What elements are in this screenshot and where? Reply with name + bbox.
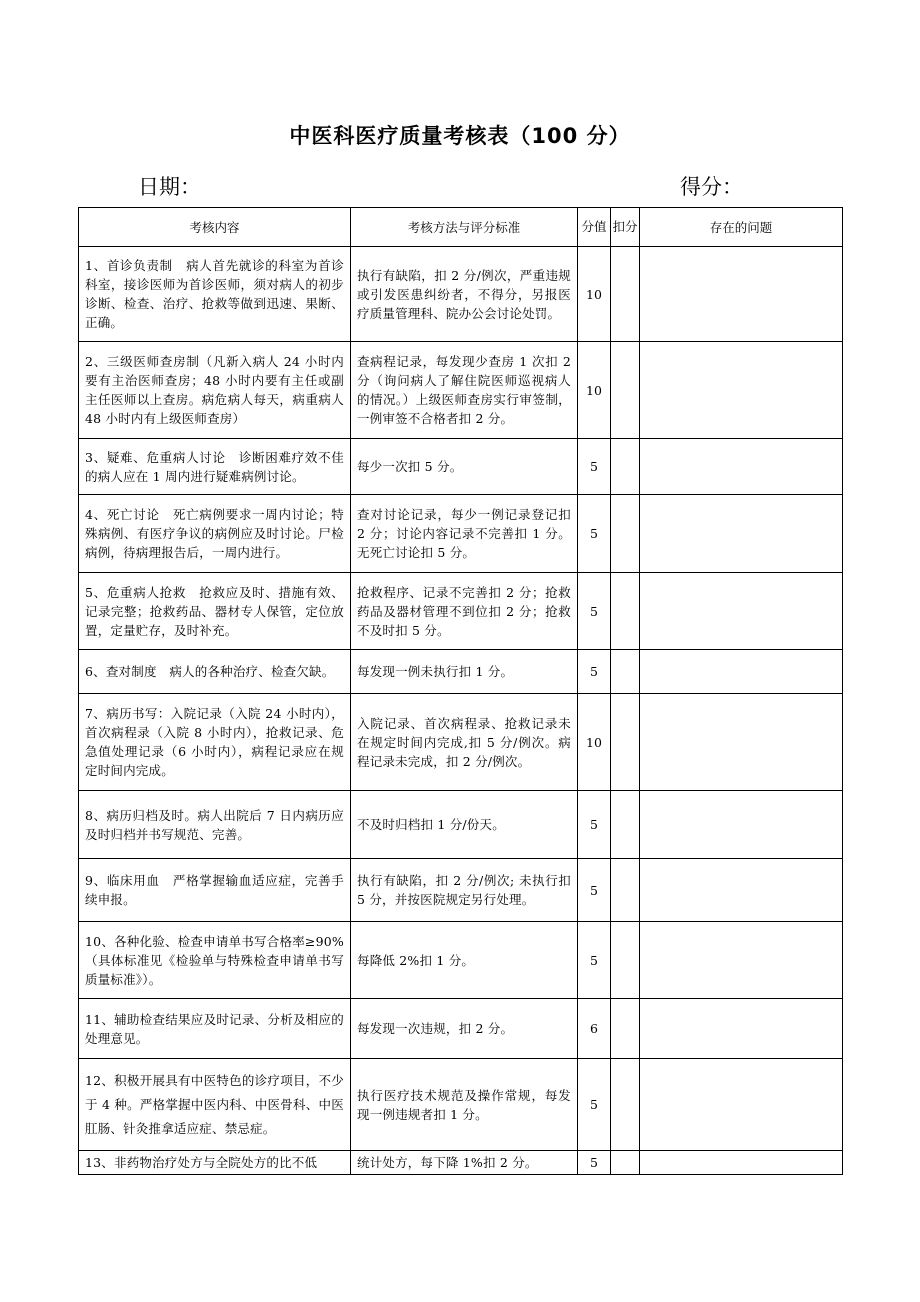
row-deduct-cell[interactable] [611,342,640,439]
row-points: 5 [578,922,611,999]
header-content: 考核内容 [79,208,351,247]
date-label: 日期： [138,175,201,199]
score-label: 得分： [680,175,743,199]
header-deduct: 扣分 [611,208,640,247]
row-method: 执行有缺陷，扣 2 分/例次; 未执行扣 5 分，并按医院规定另行处理。 [351,859,578,922]
table-row [79,791,843,859]
table-row [79,247,843,342]
row-method: 每发现一例未执行扣 1 分。 [351,650,578,694]
row-content: 11、辅助检查结果应及时记录、分析及相应的处理意见。 [79,999,351,1059]
row-issues-cell[interactable] [640,694,843,791]
row-points: 10 [578,694,611,791]
table-row [79,495,843,573]
row-points: 5 [578,650,611,694]
table-header-row [79,208,843,247]
row-points: 5 [578,859,611,922]
evaluation-table [78,207,843,1175]
row-deduct-cell[interactable] [611,999,640,1059]
row-content: 6、查对制度 病人的各种治疗、检查欠缺。 [79,650,351,694]
page-title: 中医科医疗质量考核表（100 分） [289,124,631,148]
row-method: 每降低 2%扣 1 分。 [351,922,578,999]
row-method: 抢救程序、记录不完善扣 2 分；抢救药品及器材管理不到位扣 2 分；抢救不及时扣 5 分。 [351,573,578,650]
row-content: 10、各种化验、检查申请单书写合格率≥90%（具体标准见《检验单与特殊检查申请单书写质量标准》）。 [79,922,351,999]
row-issues-cell[interactable] [640,573,843,650]
row-method: 统计处方，每下降 1%扣 2 分。 [351,1151,578,1175]
row-points: 6 [578,999,611,1059]
row-content: 5、危重病人抢救 抢救应及时、措施有效、记录完整；抢救药品、器材专人保管，定位放置，定量贮存，及时补充。 [79,573,351,650]
header-issues: 存在的问题 [640,208,843,247]
row-content: 2、三级医师查房制（凡新入病人 24 小时内要有主治医师查房；48 小时内要有主任或副主任医师以上查房。病危病人每天，病重病人 48 小时内有上级医师查房） [79,342,351,439]
table-row [79,650,843,694]
row-method: 每发现一次违规，扣 2 分。 [351,999,578,1059]
row-deduct-cell[interactable] [611,859,640,922]
row-deduct-cell[interactable] [611,922,640,999]
row-points: 10 [578,247,611,342]
row-content: 12、积极开展具有中医特色的诊疗项目，不少于 4 种。严格掌握中医内科、中医骨科、中医肛肠、针灸推拿适应症、禁忌症。 [79,1059,351,1151]
row-method: 入院记录、首次病程录、抢救记录未在规定时间内完成,扣 5 分/例次。病程记录未完成，扣 2 分/例次。 [351,694,578,791]
row-deduct-cell[interactable] [611,791,640,859]
row-points: 5 [578,439,611,495]
row-issues-cell[interactable] [640,439,843,495]
row-method: 执行医疗技术规范及操作常规，每发现一例违规者扣 1 分。 [351,1059,578,1151]
row-deduct-cell[interactable] [611,495,640,573]
row-deduct-cell[interactable] [611,247,640,342]
row-points: 5 [578,791,611,859]
table-row [79,999,843,1059]
table-row [79,1151,843,1175]
row-content: 9、临床用血 严格掌握输血适应症，完善手续申报。 [79,859,351,922]
row-method: 查病程记录，每发现少查房 1 次扣 2 分（询问病人了解住院医师巡视病人的情况。）上级医师查房实行审签制，一例审签不合格者扣 2 分。 [351,342,578,439]
row-issues-cell[interactable] [640,922,843,999]
row-issues-cell[interactable] [640,1151,843,1175]
row-content: 4、死亡讨论 死亡病例要求一周内讨论；特殊病例、有医疗争议的病例应及时讨论。尸检病例，待病理报告后，一周内进行。 [79,495,351,573]
row-method: 不及时归档扣 1 分/份天。 [351,791,578,859]
row-content: 1、首诊负责制 病人首先就诊的科室为首诊科室，接诊医师为首诊医师，须对病人的初步诊断、检查、治疗、抢救等做到迅速、果断、正确。 [79,247,351,342]
row-method: 查对讨论记录，每少一例记录登记扣 2 分；讨论内容记录不完善扣 1 分。无死亡讨论扣 5 分。 [351,495,578,573]
row-method: 每少一次扣 5 分。 [351,439,578,495]
row-issues-cell[interactable] [640,859,843,922]
table-row [79,694,843,791]
row-deduct-cell[interactable] [611,573,640,650]
row-points: 5 [578,495,611,573]
row-issues-cell[interactable] [640,247,843,342]
row-issues-cell[interactable] [640,650,843,694]
row-points: 10 [578,342,611,439]
table-row [79,859,843,922]
row-points: 5 [578,1059,611,1151]
row-issues-cell[interactable] [640,1059,843,1151]
table-row [79,573,843,650]
table-row [79,342,843,439]
row-points: 5 [578,1151,611,1175]
table-row [79,439,843,495]
row-issues-cell[interactable] [640,342,843,439]
header-method: 考核方法与评分标准 [351,208,578,247]
table-row [79,922,843,999]
row-deduct-cell[interactable] [611,1059,640,1151]
row-issues-cell[interactable] [640,495,843,573]
row-issues-cell[interactable] [640,999,843,1059]
row-issues-cell[interactable] [640,791,843,859]
row-content: 7、病历书写：入院记录（入院 24 小时内），首次病程录（入院 8 小时内），抢救记录、危急值处理记录（6 小时内），病程记录应在规定时间内完成。 [79,694,351,791]
row-method: 执行有缺陷，扣 2 分/例次，严重违规或引发医患纠纷者，不得分，另报医疗质量管理科、院办公会讨论处罚。 [351,247,578,342]
row-deduct-cell[interactable] [611,650,640,694]
row-content: 3、疑难、危重病人讨论 诊断困难疗效不佳的病人应在 1 周内进行疑难病例讨论。 [79,439,351,495]
row-content: 13、非药物治疗处方与全院处方的比不低 [79,1151,351,1175]
row-content: 8、病历归档及时。病人出院后 7 日内病历应及时归档并书写规范、完善。 [79,791,351,859]
table-row [79,1059,843,1151]
row-deduct-cell[interactable] [611,439,640,495]
row-points: 5 [578,573,611,650]
header-points: 分值 [578,208,611,247]
row-deduct-cell[interactable] [611,694,640,791]
row-deduct-cell[interactable] [611,1151,640,1175]
